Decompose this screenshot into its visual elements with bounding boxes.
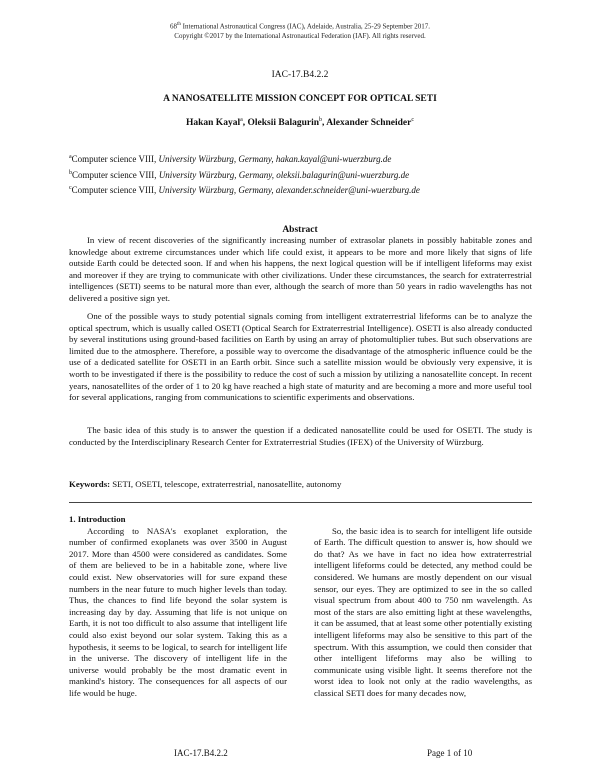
paper-id: IAC-17.B4.2.2 xyxy=(271,70,329,80)
paper-title: A NANOSATELLITE MISSION CONCEPT FOR OPTICAL SETI xyxy=(163,94,437,104)
abstract-paragraph: The basic idea of this study is to answer the question if a dedicated nanosatellite could be used for OSETI. The study is conducted by the Interdisciplinary Research Center for Extraterrestrial Studies (IFEX) of the University of Würzburg. xyxy=(69,425,532,447)
footer-page-number: Page 1 of 10 xyxy=(427,748,473,758)
conference-header xyxy=(60,20,540,41)
abstract-paragraph: One of the possible ways to study potential signals coming from intelligent extraterrestrial lifeforms can be to analyze the optical spectrum, which is usually called OSETI (Optical Search for Extraterrestrial Intelligence). OSETI is also already conducted by several institutions using ground-based facilities on Earth by using an array of photomultiplier tubes. But such observations are limited due to the atmosphere. Therefore, a possible way to overcome the disadvantage of the atmospheric influence could be the use of a dedicated satellite for OSETI in an Earth orbit. Since such a satellite mission would be obviously very expensive, it is worth to be investigated if there is the possibility to reduce the cost of such a mission by utilizing a nanosatellite concept. In recent years, nanosatellites of the order of 1 to 20 kg have reached a high state of maturity and are becoming a more and more useful tool for several applications, ranging from communications to scientific experiments and observations. xyxy=(69,311,532,403)
section-divider xyxy=(69,502,532,503)
affiliation-list xyxy=(69,151,420,198)
abstract-paragraph: In view of recent discoveries of the significantly increasing number of extrasolar planets in possibly habitable zones and knowledge about extreme circumstances under which life could exist, it appears to be more and more likely that signs of life outside Earth could be detected soon. If and when his happens, the next logical question will be if intelligent lifeforms may exist and moreover if they are trying to communicate with other civilizations. Under these circumstances, the search for extraterrestrial intelligences (SETI) seems to be natural more than ever, although the search of more than 50 years in radio wavelengths has not delivered a positive sign yet. xyxy=(69,235,532,303)
abstract-heading: Abstract xyxy=(282,225,318,235)
footer-paper-id: IAC-17.B4.2.2 xyxy=(174,748,228,758)
keywords xyxy=(69,479,341,489)
copyright-line: Copyright ©2017 by the International Astronautical Federation (IAF). All rights reserved. xyxy=(174,31,426,40)
author-name: Alexander Schneider xyxy=(326,118,412,129)
keywords-label: Keywords: xyxy=(69,479,111,489)
affiliation: $^b$Computer science VIII, University Würzburg, Germany, oleksii.balagurin@uni-wuerzburg.de xyxy=(69,169,410,180)
body-paragraph: According to NASA's exoplanet exploration, the number of confirmed exoplanets was over 3500 in August 2017. More than 4500 were considered as candidates. Some of them are believed to be in a habitable zone, where live could exist. New observatories will for sure expand these numbers in the near future to much higher levels than today. Thus, the chances to find life beyond the solar system is increasing day by day. Assuming that life is not unique on Earth, it is not too difficult to also assume that intelligent life could also exist beyond our solar system. Taking this as a hypothesis, it seems to be logical, to search for intelligent life in the universe. The discovery of intelligent life in the universe would probably be the most dramatic event in mankind's history. The consequences for all aspects of our life would be huge. xyxy=(69,525,287,698)
section-heading: 1. Introduction xyxy=(69,514,126,524)
conference-line: 68th International Astronautical Congress (IAC), Adelaide, Australia, 25-29 September 2017. xyxy=(170,22,430,31)
body-paragraph: So, the basic idea is to search for intelligent life outside of Earth. The difficult question to answer is, how should we do that? As we have in fact no idea how extraterrestrial intelligent lifeforms could be detected, any method could be considered. We humans are mostly dependent on our visual sensor, our eyes. They are optimized to see in the so called visual spectrum from about 400 to 750 nm wavelength. As most of the stars are also emitting light at these wavelengths, it can be assumed, that at least some other potentially existing intelligent lifeforms may also be sensitive to this part of the spectrum. With this assumption, we could then consider that other intelligent lifeforms may also be willing to communicate using visible light. It seems therefore not the worst idea to look not only at the radio wavelengths, as classical SETI does for many decades now, xyxy=(314,525,532,698)
author-name: Oleksii Balagurin xyxy=(247,118,320,129)
affiliation: $^c$Computer science VIII, University Würzburg, Germany, alexander.schneider@uni-wuerzburg.de xyxy=(69,185,420,195)
left-column xyxy=(69,514,287,700)
affiliation: $^a$Computer science VIII, University Würzburg, Germany, hakan.kayal@uni-wuerzburg.de xyxy=(69,154,392,164)
author-name: Hakan Kayal xyxy=(185,118,241,129)
right-column xyxy=(314,514,532,700)
keywords-text: SETI, OSETI, telescope, extraterrestrial, nanosatellite, autonomy xyxy=(110,479,342,489)
author-list: Hakan Kayal$^a$, Oleksii Balagurin$^b$, Alexander Schneider$^c$ xyxy=(185,117,415,129)
